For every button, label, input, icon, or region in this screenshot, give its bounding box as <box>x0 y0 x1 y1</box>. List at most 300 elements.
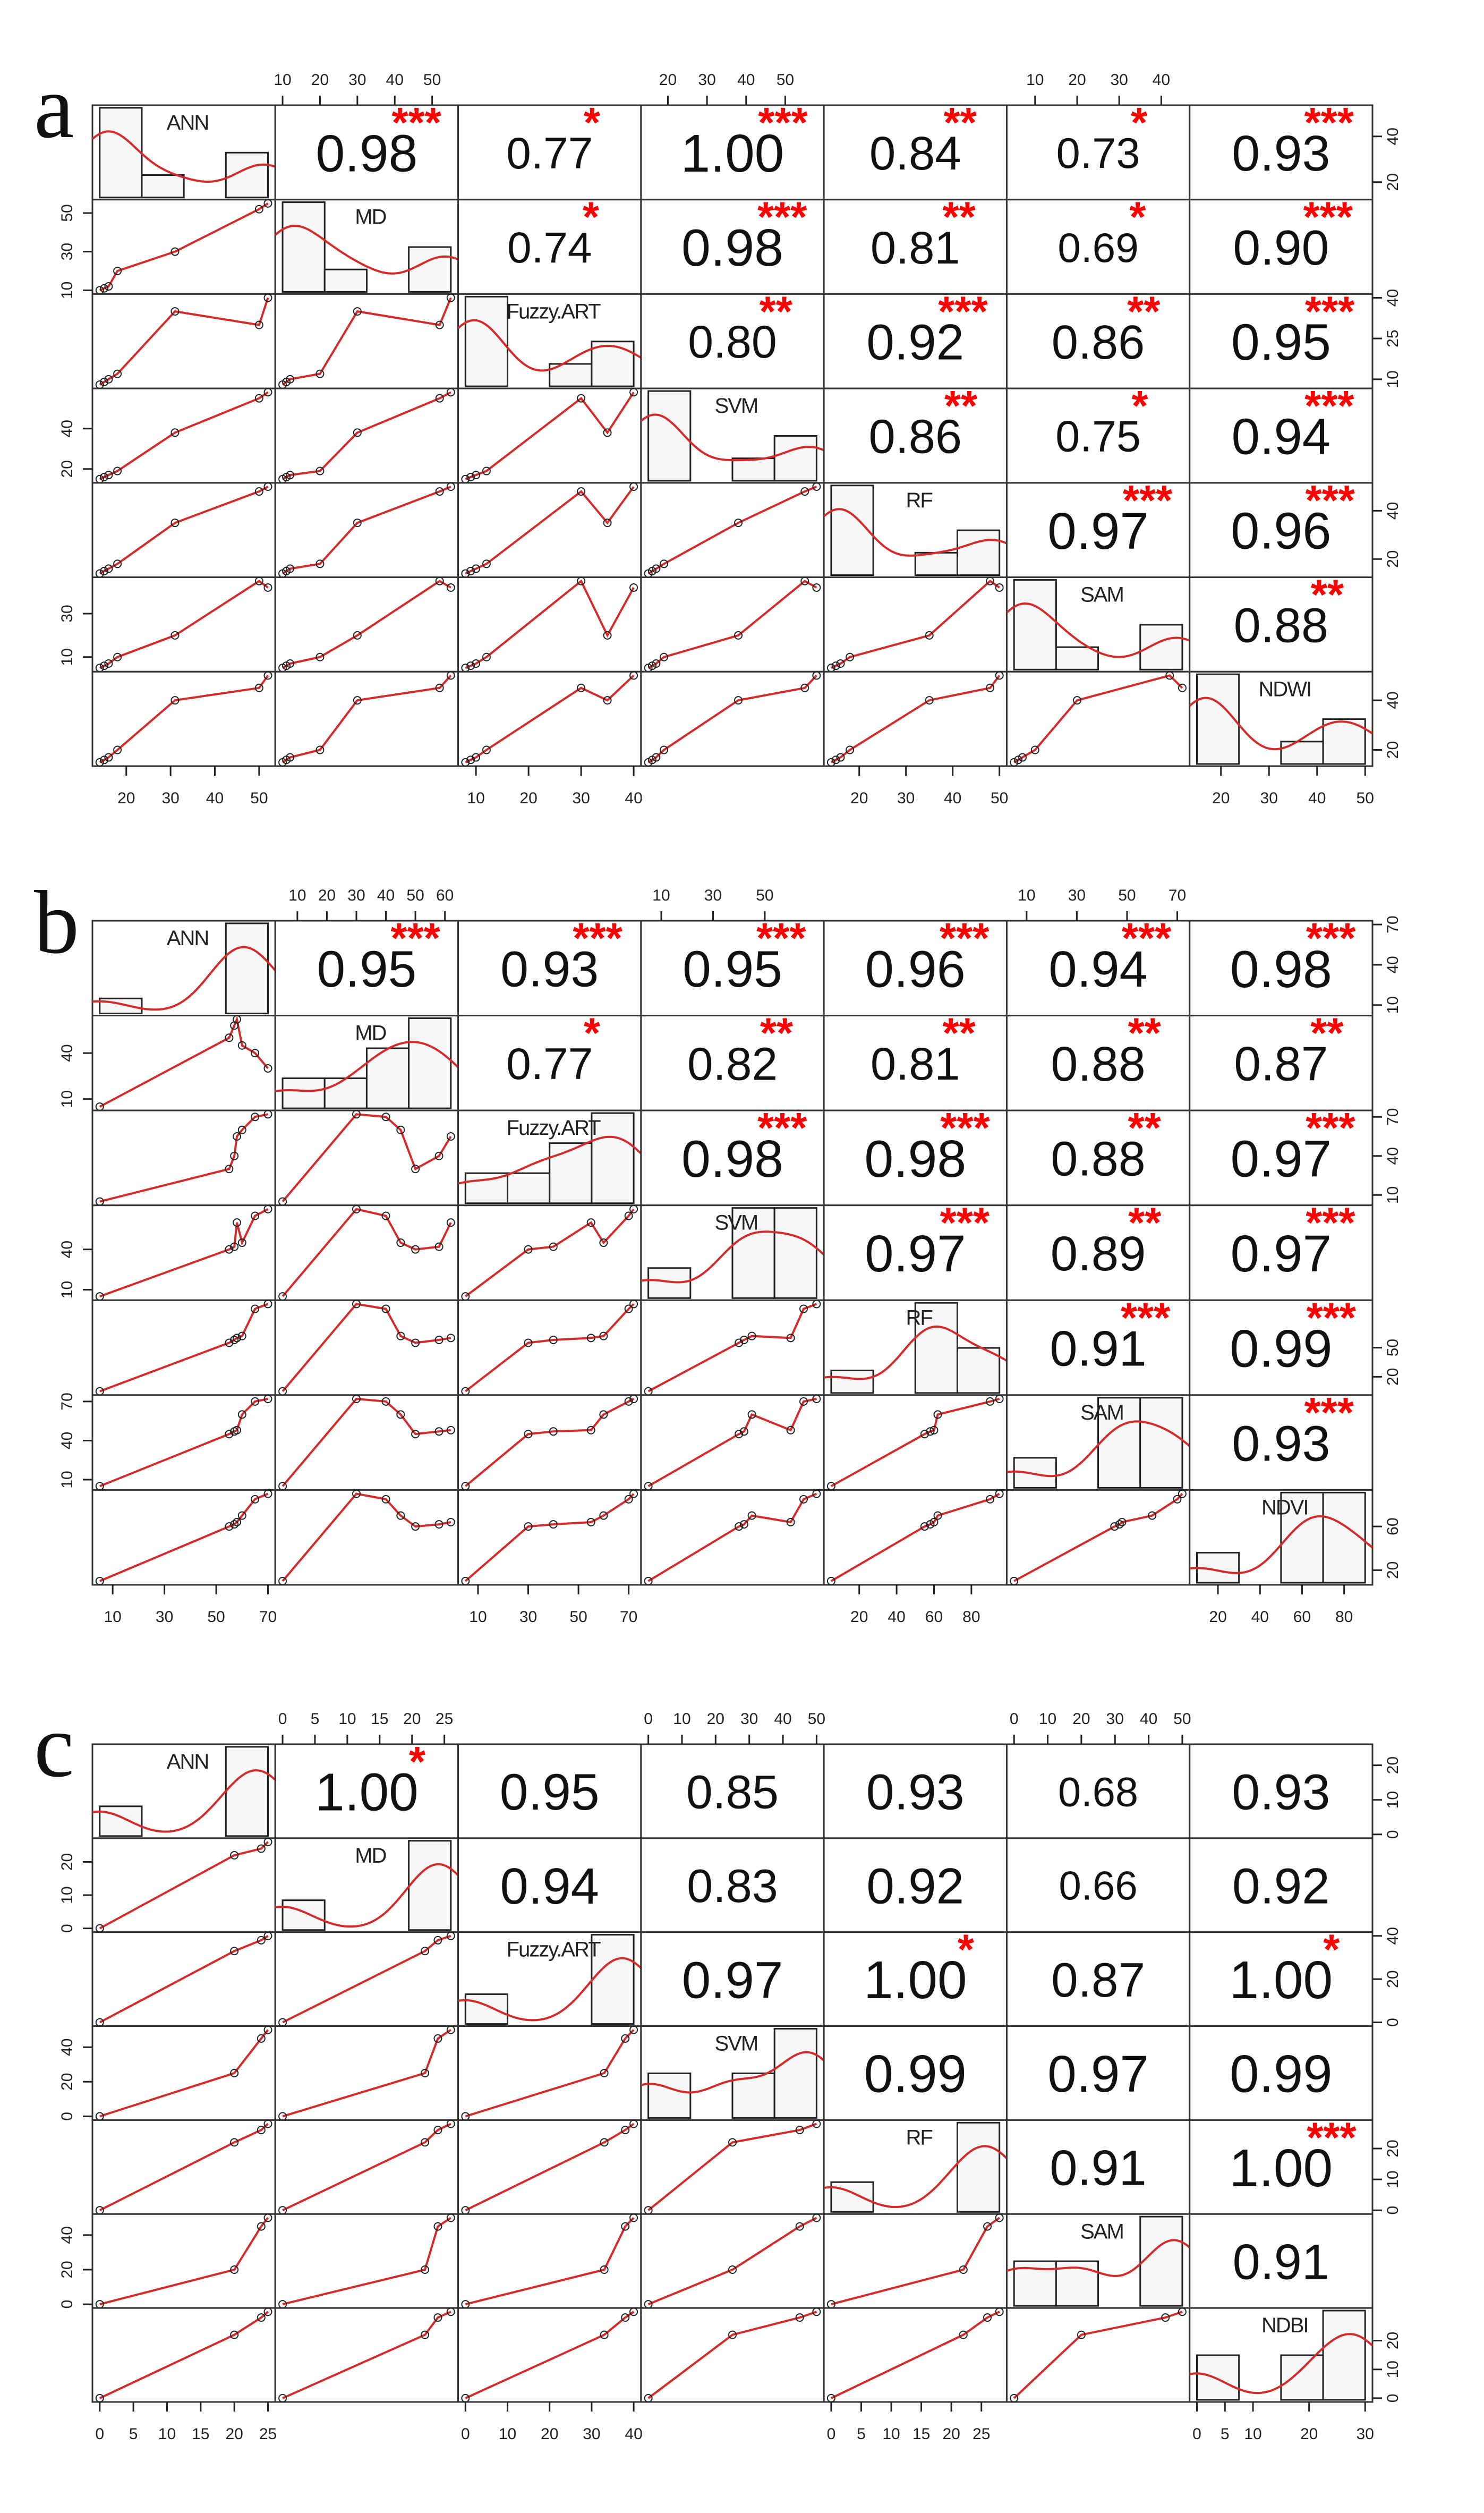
bottom-axis-tick-label: 20 <box>942 2425 960 2443</box>
top-axis-tick-label: 10 <box>1018 887 1036 904</box>
scatter-cell <box>92 1395 275 1490</box>
top-axis-tick-label: 30 <box>704 887 722 904</box>
correlation-value: 0.77 <box>506 1039 593 1089</box>
significance-stars: ** <box>942 193 976 241</box>
right-axis-tick-label: 40 <box>1384 288 1402 307</box>
histogram-bar <box>732 459 774 481</box>
top-axis-tick-label: 40 <box>386 71 404 89</box>
left-axis-tick-label: 20 <box>58 460 76 478</box>
correlation-value: 1.00 <box>680 123 784 183</box>
correlation-value: 0.69 <box>1057 224 1139 271</box>
right-axis-tick-label: 20 <box>1384 1970 1402 1988</box>
bottom-axis-tick-label: 15 <box>912 2425 931 2443</box>
variable-label: Fuzzy.ART <box>506 300 600 324</box>
top-axis-tick-label: 50 <box>423 71 441 89</box>
bottom-axis-tick-label: 20 <box>1212 789 1230 807</box>
top-axis-tick-label: 40 <box>737 71 755 89</box>
correlation-value: 0.81 <box>870 222 960 274</box>
bottom-axis-tick-label: 15 <box>192 2425 210 2443</box>
histogram-bar <box>1140 625 1182 669</box>
left-axis-tick-label: 0 <box>58 2112 76 2121</box>
left-axis-tick-label: 40 <box>58 1044 76 1062</box>
scatter-cell <box>275 1205 458 1301</box>
histogram-bar <box>831 2182 873 2212</box>
diagonal-cell <box>641 388 824 483</box>
histogram-bar <box>1140 1398 1182 1488</box>
significance-stars: *** <box>758 99 808 146</box>
bottom-axis-tick-label: 50 <box>207 1608 225 1626</box>
correlation-value: 0.93 <box>866 1764 965 1821</box>
correlation-value: 0.85 <box>686 1765 779 1819</box>
top-axis-tick-label: 10 <box>1038 1710 1057 1728</box>
bottom-axis-tick-label: 10 <box>882 2425 900 2443</box>
significance-stars: *** <box>391 99 441 146</box>
scatter-cell <box>92 578 275 672</box>
left-axis-tick-label: 50 <box>58 204 76 222</box>
bottom-axis-tick-label: 20 <box>850 789 868 807</box>
scatter-cell <box>641 483 824 578</box>
top-axis-tick-label: 30 <box>698 71 716 89</box>
histogram-bar <box>957 1348 999 1393</box>
panel-letter: c <box>34 1696 74 1796</box>
top-axis-tick-label: 20 <box>659 71 677 89</box>
histogram-bar <box>409 1018 451 1109</box>
significance-stars: ** <box>942 1009 976 1057</box>
variable-label: MD <box>355 205 386 229</box>
correlation-value: 0.99 <box>1230 1319 1333 1379</box>
histogram-bar <box>774 2028 816 2118</box>
panel-c <box>34 1696 1402 2443</box>
significance-stars: *** <box>1304 382 1354 430</box>
diagonal-cell <box>92 1744 275 1838</box>
bottom-axis-tick-label: 5 <box>129 2425 138 2443</box>
significance-stars: *** <box>939 914 990 962</box>
variable-label: SVM <box>714 394 758 418</box>
histogram-bar <box>409 247 451 292</box>
left-axis-tick-label: 10 <box>58 648 76 666</box>
correlation-value: 0.92 <box>866 315 965 371</box>
right-axis-tick-label: 0 <box>1384 2205 1402 2215</box>
histogram-bar <box>283 202 325 292</box>
correlation-value: 0.95 <box>1231 314 1331 371</box>
bottom-axis-tick-label: 10 <box>498 2425 517 2443</box>
variable-label: RF <box>906 2126 932 2150</box>
correlation-value: 0.98 <box>864 1129 967 1188</box>
top-axis-tick-label: 25 <box>435 1710 454 1728</box>
cell-frame <box>92 1490 275 1585</box>
bottom-axis-tick-label: 30 <box>155 1608 174 1626</box>
correlation-value: 0.81 <box>870 1039 960 1090</box>
left-axis-tick-label: 40 <box>58 1240 76 1259</box>
scatter-cell <box>824 672 1007 766</box>
correlation-value: 0.95 <box>683 941 782 998</box>
right-axis-tick-label: 50 <box>1384 1338 1402 1357</box>
correlation-value: 0.84 <box>869 126 961 180</box>
top-axis-tick-label: 15 <box>371 1710 389 1728</box>
scatter-cell <box>92 1838 275 1932</box>
bottom-axis-tick-label: 10 <box>158 2425 176 2443</box>
top-axis-tick-label: 50 <box>756 887 774 904</box>
significance-stars: *** <box>1306 914 1356 962</box>
cell-frame <box>824 672 1007 766</box>
significance-stars: * <box>408 1738 425 1785</box>
histogram-bar <box>226 923 268 1014</box>
correlation-value: 0.93 <box>500 941 599 998</box>
diagonal-cell <box>458 1110 641 1205</box>
cell-frame <box>92 294 275 388</box>
correlation-value: 1.00 <box>1229 2138 1333 2198</box>
top-axis-tick-label: 20 <box>318 887 336 904</box>
histogram-bar <box>142 175 184 198</box>
top-axis-tick-label: 0 <box>644 1710 653 1728</box>
left-axis-tick-label: 10 <box>58 281 76 300</box>
top-axis-tick-label: 5 <box>310 1710 320 1728</box>
scatter-cell <box>92 1016 275 1111</box>
scatter-cell <box>92 1300 275 1395</box>
right-axis-tick-label: 40 <box>1384 1147 1402 1165</box>
right-axis-tick-label: 10 <box>1384 1791 1402 1809</box>
top-axis-tick-label: 30 <box>1068 887 1086 904</box>
cell-frame <box>92 578 275 672</box>
diagonal-cell <box>641 1205 824 1301</box>
correlation-value: 0.74 <box>507 224 592 273</box>
significance-stars: * <box>582 193 599 241</box>
correlation-value: 0.93 <box>1232 1764 1331 1821</box>
scatter-cell <box>641 578 824 672</box>
cell-frame <box>92 2026 275 2120</box>
bottom-axis-tick-label: 80 <box>962 1608 980 1626</box>
significance-stars: *** <box>757 1104 807 1152</box>
right-axis-tick-label: 0 <box>1384 1830 1402 1839</box>
scatter-cell <box>275 483 458 578</box>
correlation-value: 0.98 <box>681 218 783 277</box>
left-axis-tick-label: 10 <box>58 1886 76 1904</box>
scatter-cell <box>824 2214 1007 2308</box>
significance-stars: *** <box>1304 1388 1354 1436</box>
bottom-axis-tick-label: 25 <box>259 2425 277 2443</box>
significance-stars: *** <box>1303 193 1353 241</box>
right-axis-tick-label: 70 <box>1384 1108 1402 1126</box>
diagonal-cell <box>824 1300 1007 1395</box>
left-axis-tick-label: 70 <box>58 1393 76 1411</box>
scatter-cell <box>92 483 275 578</box>
cell-frame <box>458 1205 641 1301</box>
scatter-cell <box>641 672 824 766</box>
histogram-bar <box>325 1079 366 1109</box>
cell-frame <box>824 2214 1007 2308</box>
bottom-axis-tick-label: 5 <box>1220 2425 1230 2443</box>
scatter-cell <box>641 1395 824 1490</box>
bottom-axis-tick-label: 10 <box>469 1608 487 1626</box>
right-axis-tick-label: 10 <box>1384 1186 1402 1204</box>
scatter-cell <box>1007 2308 1189 2402</box>
correlation-value: 0.97 <box>1047 2044 1149 2103</box>
scatter-cell <box>92 1110 275 1205</box>
correlation-value: 0.94 <box>1231 408 1331 465</box>
bottom-axis-tick-label: 50 <box>1356 789 1374 807</box>
right-axis-tick-label: 40 <box>1384 691 1402 709</box>
histogram-bar <box>1281 742 1323 764</box>
top-axis-tick-label: 10 <box>673 1710 691 1728</box>
left-axis-tick-label: 10 <box>58 1090 76 1108</box>
left-axis-tick-label: 0 <box>58 1924 76 1933</box>
top-axis-tick-label: 30 <box>1110 71 1128 89</box>
scatter-cell <box>92 294 275 388</box>
scatter-cell <box>458 578 641 672</box>
bottom-axis-tick-label: 30 <box>1260 789 1278 807</box>
histogram-bar <box>1056 647 1098 669</box>
cell-frame <box>458 1490 641 1585</box>
significance-stars: * <box>1131 99 1148 146</box>
right-axis-tick-label: 20 <box>1384 2140 1402 2158</box>
right-axis-tick-label: 10 <box>1384 2170 1402 2188</box>
cell-frame <box>458 672 641 766</box>
correlation-value: 0.77 <box>506 128 593 179</box>
scatter-cell <box>92 1490 275 1585</box>
scatter-cell <box>641 1300 824 1395</box>
right-axis-tick-label: 20 <box>1384 2331 1402 2350</box>
diagonal-cell <box>1190 2308 1372 2402</box>
significance-stars: ** <box>1128 1009 1161 1057</box>
bottom-axis-tick-label: 50 <box>250 789 268 807</box>
diagonal-cell <box>92 921 275 1016</box>
bottom-axis-tick-label: 10 <box>104 1608 122 1626</box>
histogram-bar <box>283 1079 325 1109</box>
panel-b <box>34 872 1402 1626</box>
correlation-value: 0.98 <box>1230 939 1332 998</box>
diagonal-cell <box>1007 2214 1189 2308</box>
panel-letter: b <box>34 872 79 972</box>
correlation-value: 0.83 <box>687 1860 778 1913</box>
scatter-cell <box>275 388 458 483</box>
right-axis-tick-label: 20 <box>1384 550 1402 568</box>
bottom-axis-tick-label: 70 <box>259 1608 277 1626</box>
bottom-axis-tick-label: 20 <box>519 789 538 807</box>
scatter-cell <box>458 2026 641 2120</box>
cell-frame <box>275 1300 458 1395</box>
cell-frame <box>275 1110 458 1205</box>
bottom-axis-tick-label: 40 <box>943 789 962 807</box>
variable-label: SAM <box>1080 583 1123 607</box>
significance-stars: *** <box>940 1199 990 1246</box>
significance-stars: *** <box>1305 476 1355 524</box>
right-axis-tick-label: 20 <box>1384 1756 1402 1775</box>
correlation-value: 0.96 <box>1231 502 1332 560</box>
correlation-value: 0.97 <box>865 1224 966 1283</box>
left-axis-tick-label: 20 <box>58 1853 76 1871</box>
top-axis-tick-label: 20 <box>1072 1710 1090 1728</box>
left-axis-tick-label: 40 <box>58 1431 76 1450</box>
cell-frame <box>458 388 641 483</box>
scatter-cell <box>458 1490 641 1585</box>
right-axis-tick-label: 20 <box>1384 741 1402 759</box>
correlation-value: 0.95 <box>499 1764 600 1821</box>
significance-stars: *** <box>938 287 988 335</box>
correlation-value: 0.97 <box>1047 501 1149 560</box>
top-axis-tick-label: 40 <box>1139 1710 1158 1728</box>
correlation-value: 0.75 <box>1055 412 1141 461</box>
significance-stars: * <box>1129 193 1146 241</box>
cell-frame <box>458 2214 641 2308</box>
scatter-cell <box>458 2214 641 2308</box>
left-axis-tick-label: 40 <box>58 420 76 438</box>
significance-stars: ** <box>1128 1199 1162 1246</box>
scatter-cell <box>458 1395 641 1490</box>
left-axis-tick-label: 30 <box>58 605 76 623</box>
significance-stars: * <box>583 1009 600 1057</box>
scatter-cell <box>92 2308 275 2402</box>
cell-frame <box>275 1395 458 1490</box>
bottom-axis-tick-label: 20 <box>225 2425 243 2443</box>
bottom-axis-tick-label: 10 <box>467 789 485 807</box>
left-axis-tick-label: 20 <box>58 2073 76 2091</box>
histogram-bar <box>465 1994 507 2024</box>
top-axis-tick-label: 20 <box>706 1710 725 1728</box>
histogram-bar <box>100 108 142 198</box>
correlation-value: 0.88 <box>1233 598 1328 653</box>
significance-stars: ** <box>1128 1104 1161 1152</box>
left-axis-tick-label: 20 <box>58 2261 76 2279</box>
histogram-bar <box>1323 2311 1365 2400</box>
correlation-value: 1.00 <box>315 1762 419 1822</box>
diagonal-cell <box>1007 1395 1189 1490</box>
top-axis-tick-label: 30 <box>1106 1710 1124 1728</box>
cell-frame <box>824 1490 1007 1585</box>
cell-frame <box>1007 2308 1189 2402</box>
scatter-cell <box>641 2214 824 2308</box>
scatter-cell <box>92 200 275 294</box>
top-axis-tick-label: 50 <box>1173 1710 1191 1728</box>
correlation-value: 0.86 <box>868 410 962 464</box>
top-axis-tick-label: 70 <box>1168 887 1187 904</box>
correlation-value: 0.94 <box>500 1857 599 1915</box>
histogram-bar <box>550 1143 592 1203</box>
cell-frame <box>458 2026 641 2120</box>
bottom-axis-tick-label: 30 <box>519 1608 538 1626</box>
right-axis-tick-label: 25 <box>1384 329 1402 347</box>
scatter-cell <box>275 2120 458 2214</box>
bottom-axis-tick-label: 20 <box>1209 1608 1227 1626</box>
bottom-axis-tick-label: 50 <box>569 1608 587 1626</box>
scatter-cell <box>458 672 641 766</box>
diagonal-cell <box>458 294 641 388</box>
scatter-cell <box>92 388 275 483</box>
correlation-value: 0.91 <box>1232 2234 1330 2290</box>
diagonal-cell <box>275 1016 458 1111</box>
scatter-cell <box>92 2120 275 2214</box>
left-axis-tick-label: 40 <box>58 2226 76 2244</box>
histogram-bar <box>226 1747 268 1836</box>
top-axis-tick-label: 0 <box>278 1710 287 1728</box>
right-axis-tick-label: 0 <box>1384 2018 1402 2027</box>
variable-label: NDWI <box>1258 677 1311 701</box>
significance-stars: *** <box>756 914 806 962</box>
top-axis-tick-label: 10 <box>338 1710 356 1728</box>
top-axis-tick-label: 50 <box>406 887 424 904</box>
correlation-value: 0.92 <box>1232 1858 1330 1915</box>
scatter-cell <box>1007 1490 1189 1585</box>
histogram-bar <box>409 1841 451 1930</box>
bottom-axis-tick-label: 20 <box>1300 2425 1318 2443</box>
variable-label: Fuzzy.ART <box>506 1938 600 1962</box>
variable-label: SVM <box>714 1211 758 1235</box>
cell-frame <box>1007 672 1189 766</box>
left-axis-tick-label: 40 <box>58 2038 76 2056</box>
right-axis-tick-label: 10 <box>1384 370 1402 388</box>
scatter-cell <box>1007 672 1189 766</box>
correlation-value: 0.97 <box>681 1950 783 2009</box>
correlation-value: 0.82 <box>687 1038 778 1090</box>
scatter-cell <box>275 1490 458 1585</box>
bottom-axis-tick-label: 30 <box>583 2425 601 2443</box>
histogram-bar <box>325 269 366 292</box>
histogram-bar <box>1197 674 1239 764</box>
scatter-cell <box>458 483 641 578</box>
right-axis-tick-label: 40 <box>1384 128 1402 146</box>
right-axis-tick-label: 40 <box>1384 956 1402 974</box>
bottom-axis-tick-label: 60 <box>1293 1608 1311 1626</box>
cell-frame <box>275 2214 458 2308</box>
correlation-value: 0.98 <box>681 1129 783 1188</box>
bottom-axis-tick-label: 30 <box>1356 2425 1374 2443</box>
bottom-axis-tick-label: 20 <box>117 789 135 807</box>
variable-label: ANN <box>166 1750 209 1773</box>
scatter-cell <box>275 2214 458 2308</box>
scatter-cell <box>458 1205 641 1301</box>
top-axis-tick-label: 40 <box>377 887 395 904</box>
top-axis-tick-label: 30 <box>348 71 366 89</box>
top-axis-tick-label: 10 <box>288 887 306 904</box>
scatter-cell <box>275 2026 458 2120</box>
significance-stars: * <box>1131 382 1148 430</box>
panel-a <box>34 57 1402 807</box>
correlation-value: 0.86 <box>1051 315 1145 369</box>
histogram-bar <box>508 1173 550 1203</box>
correlation-value: 0.96 <box>865 940 966 998</box>
right-axis-tick-label: 0 <box>1384 2393 1402 2403</box>
bottom-axis-tick-label: 40 <box>1251 1608 1269 1626</box>
top-axis-tick-label: 20 <box>311 71 329 89</box>
histogram-bar <box>1014 580 1056 669</box>
diagonal-cell <box>275 200 458 294</box>
top-axis-tick-label: 10 <box>652 887 670 904</box>
right-axis-tick-label: 40 <box>1384 502 1402 520</box>
left-axis-tick-label: 10 <box>58 1471 76 1489</box>
scatter-cell <box>92 1205 275 1301</box>
scatter-cell <box>458 2120 641 2214</box>
cell-frame <box>641 483 824 578</box>
top-axis-tick-label: 10 <box>1026 71 1044 89</box>
significance-stars: *** <box>1122 476 1173 524</box>
scatter-cell <box>641 2120 824 2214</box>
correlation-value: 1.00 <box>863 1950 967 2010</box>
bottom-axis-tick-label: 0 <box>1192 2425 1201 2443</box>
bottom-axis-tick-label: 0 <box>826 2425 836 2443</box>
correlation-value: 0.92 <box>866 1858 965 1915</box>
correlation-value: 0.89 <box>1050 1226 1146 1281</box>
bottom-axis-tick-label: 40 <box>625 789 643 807</box>
bottom-axis-tick-label: 40 <box>888 1608 906 1626</box>
scatter-cell <box>92 672 275 766</box>
diagonal-cell <box>458 1932 641 2026</box>
significance-stars: *** <box>1306 1199 1355 1246</box>
bottom-axis-tick-label: 20 <box>850 1608 868 1626</box>
top-axis-tick-label: 30 <box>347 887 365 904</box>
histogram-bar <box>1140 2217 1182 2306</box>
bottom-axis-tick-label: 40 <box>1308 789 1326 807</box>
right-axis-tick-label: 10 <box>1384 996 1402 1014</box>
diagonal-cell <box>1007 578 1189 672</box>
